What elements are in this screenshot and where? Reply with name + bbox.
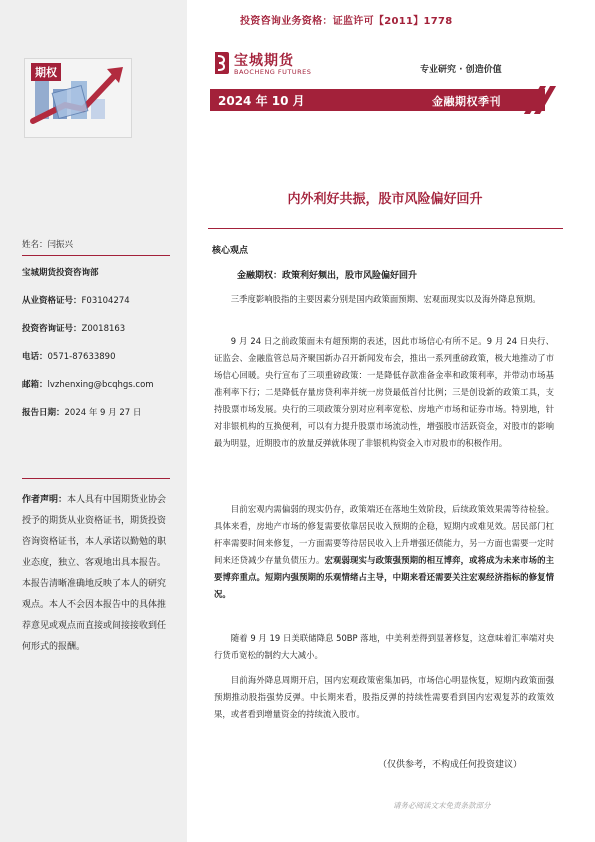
statement-text: 本人具有中国期货业协会授予的期货从业资格证书，期货投资咨询资格证书，本人承诺以勤勉的职业态度，独立、客观地出具本报告。本报告清晰准确地反映了本人的研究观点。本人不会因本报告中的具体推荐意见或观点而直接或间接接收到任何形式的报酬。 bbox=[22, 495, 167, 652]
author-statement bbox=[22, 490, 170, 658]
slogan: 专业研究 · 创造价值 bbox=[420, 65, 502, 75]
author-name: 姓名：闫振兴 bbox=[22, 240, 74, 250]
brand-name-en: BAOCHENG FUTURES bbox=[234, 68, 312, 76]
subtitle: 金融期权：政策利好频出，股市风险偏好回升 bbox=[237, 271, 418, 281]
qualification-row bbox=[22, 294, 130, 306]
cover-logo-image bbox=[24, 58, 132, 138]
consult-label: 投资咨询证号： bbox=[22, 324, 82, 334]
title-divider bbox=[208, 228, 563, 229]
email-value[interactable]: lvzhenxing@bcqhgs.com bbox=[47, 380, 154, 390]
email-row bbox=[22, 378, 154, 390]
paragraph-4: 随着 9 月 19 日美联储降息 50BP 落地，中美利差得到显著修复，这意味着汇率端对央行货币宽松的制约大大减小。 bbox=[214, 633, 554, 660]
department: 宝城期货投资咨询部 bbox=[22, 268, 99, 278]
disclaimer-note: （仅供参考，不构成任何投资建议） bbox=[378, 760, 523, 770]
phone-value: 0571-87633890 bbox=[47, 352, 116, 362]
sidebar-divider bbox=[22, 255, 170, 256]
section-heading: 核心观点 bbox=[212, 246, 249, 256]
consult-row bbox=[22, 322, 125, 334]
paragraph-3-highlight: 宏观弱现实与政策强预期的相互博弈，或将成为未来市场的主要博弈重点。短期内强预期的乐观情绪占主导，中期来看还需要关注宏观经济指标的修复情况。 bbox=[214, 555, 555, 599]
brand-mark-icon bbox=[212, 50, 230, 76]
report-date-label: 报告日期： bbox=[22, 408, 65, 418]
phone-row bbox=[22, 350, 115, 362]
paragraph-3 bbox=[214, 501, 554, 603]
paragraph-2: 9 月 24 日之前政策面未有超预期的表述，因此市场信心有所不足。9 月 24 日央行、证监会、金融监管总局齐聚国新办召开新闻发布会，推出一系列重磅政策，极大地推动了市场信心回暖。央行宣布了三项重磅政策：一是降低存款准备金率和政策利率，并带动市场基准利率下行；二是降低存量房贷利率并统一房贷最低首付比例；三是创设新的政策工具，支持股票市场发展。央行的三项政策分别对应利率宽松、房地产市场和证券市场。特别地，针对非银机构的互换便利，可以有力提升股票市场流动性，增强股市活跃资金，对股市的影响最为明显，近期股市的放量反弹就体现了非银机构资金入市对股市的积极作用。 bbox=[214, 336, 554, 448]
cover-logo-label: 期权 bbox=[31, 63, 61, 81]
paragraph-1: 三季度影响股指的主要因素分别是国内政策面预期、宏观面现实以及海外降息预期。 bbox=[230, 294, 541, 304]
report-title: 内外利好共振，股市风险偏好回升 bbox=[287, 192, 483, 207]
consult-value: Z0018163 bbox=[81, 324, 126, 334]
paragraph-3-text: 目前宏观内需偏弱的现实仍存，政策端还在落地生效阶段，后续政策效果需等待检验。具体来看，房地产市场的修复需要依靠居民收入预期的企稳，短期内或难见效。居民部门杠杆率需要时间来修复，一方面需要等待居民收入上升增强还债能力，另一方面也需要一定时间来还贷减少存量负债压力。 bbox=[214, 504, 554, 565]
qualification-label: 从业资格证号： bbox=[22, 296, 82, 306]
paragraph-5: 目前海外降息周期开启，国内宏观政策密集加码，市场信心明显恢复，短期内政策面强预期推动股指强势反弹。中长期来看，股指反弹的持续性需要看到国内宏观复苏的政策效果，或者看到增量资金的持续流入股市。 bbox=[214, 675, 554, 719]
brand-logo bbox=[212, 48, 322, 84]
report-date: 2024 年 10 月 bbox=[218, 94, 305, 108]
report-type: 金融期权季刊 bbox=[432, 95, 501, 108]
phone-label: 电话： bbox=[22, 352, 48, 362]
license-text: 投资咨询业务资格：证监许可【2011】1778 bbox=[240, 16, 453, 27]
footer-text: 请务必阅读文末免责条款部分 bbox=[393, 801, 491, 810]
email-label: 邮箱： bbox=[22, 380, 48, 390]
qualification-value: F03104274 bbox=[81, 296, 130, 306]
brand-name-cn: 宝城期货 bbox=[234, 53, 294, 69]
report-date-value: 2024 年 9 月 27 日 bbox=[64, 408, 142, 418]
statement-label: 作者声明： bbox=[22, 495, 68, 505]
statement-divider bbox=[22, 478, 170, 479]
report-date-row bbox=[22, 406, 141, 418]
